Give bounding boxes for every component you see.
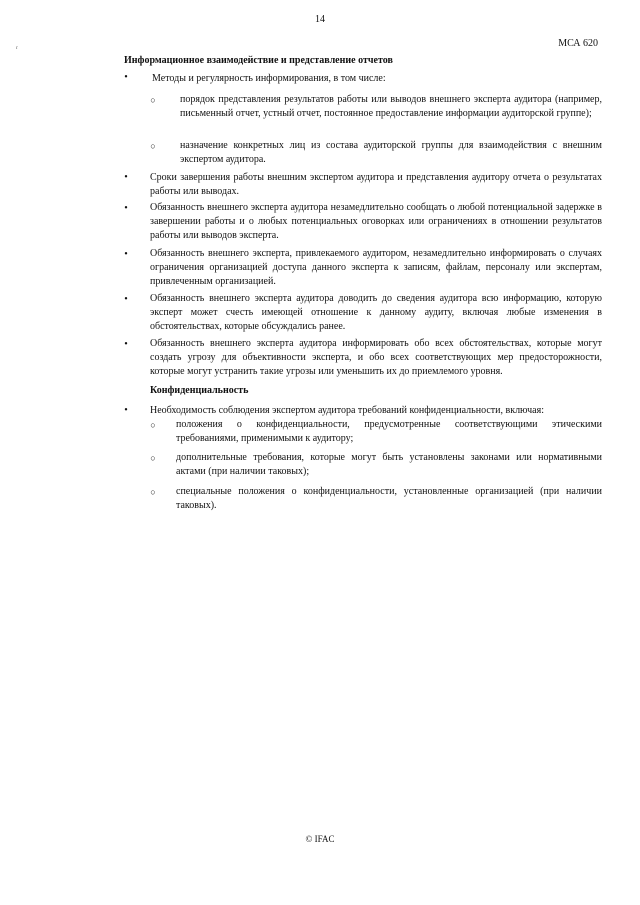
- section-heading-confidentiality: Конфиденциальность: [150, 385, 249, 396]
- bullet-icon: •: [124, 203, 128, 214]
- item-conf-sub1: положения о конфиденциальности, предусмотренные соответствующими этическими требованиями, применимыми к аудитору;: [176, 419, 602, 444]
- item-deadlines: Сроки завершения работы внешним экспертом аудитора и представления аудитору отчета о результатах работы или выводах.: [150, 172, 602, 197]
- item-duty-delay: Обязанность внешнего эксперта аудитора незамедлительно сообщать о любой потенциальной задержке в завершении работы и о любых потенциальных оговорках или ограничениях в отношении результатов работы или выводов эксперта.: [150, 202, 602, 241]
- sub-bullet-icon: ○: [150, 141, 156, 151]
- bullet-icon: •: [124, 339, 128, 350]
- page-number: 14: [315, 14, 325, 25]
- item-conf-sub3: специальные положения о конфиденциальности, установленные организацией (при наличии таковых).: [176, 486, 602, 511]
- bullet-icon: •: [124, 294, 128, 305]
- document-code: МСА 620: [558, 38, 598, 49]
- item-methods-sub2: назначение конкретных лиц из состава аудиторской группы для взаимодействия с внешним экспертом аудитора.: [180, 140, 602, 165]
- item-methods-sub1: порядок представления результатов работы или выводов внешнего эксперта аудитора (например, письменный отчет, устный отчет, постоянное предоставление информации аудиторской группе);: [180, 94, 602, 119]
- section-heading-communication: Информационное взаимодействие и представление отчетов: [124, 55, 393, 66]
- copyright-footer: © IFAC: [305, 834, 335, 844]
- item-duty-threats: Обязанность внешнего эксперта аудитора информировать обо всех обстоятельствах, которые могут создать угрозу для объективности эксперта, и обо всех соответствующих мер предосторожности, которые могут устранить такие угрозы или уменьшить их до приемлемого уровня.: [150, 338, 602, 377]
- item-methods: Методы и регулярность информирования, в том числе:: [152, 73, 386, 84]
- item-conf-need: Необходимость соблюдения экспертом аудитора требований конфиденциальности, включая:: [150, 405, 544, 416]
- sub-bullet-icon: ○: [150, 95, 156, 105]
- bullet-icon: •: [124, 405, 128, 416]
- sub-bullet-icon: ○: [150, 453, 156, 463]
- sub-bullet-icon: ○: [150, 487, 156, 497]
- item-duty-all-info: Обязанность внешнего эксперта аудитора доводить до сведения аудитора всю информацию, которую эксперт может счесть имеющей отношение к данному аудиту, включая любые изменения в обстоятельствах, которые обсуждались ранее.: [150, 293, 602, 332]
- sub-bullet-icon: ○: [150, 420, 156, 430]
- bullet-icon: •: [124, 249, 128, 260]
- bullet-icon: •: [124, 172, 128, 183]
- bullet-icon: •: [124, 72, 128, 83]
- item-conf-sub2: дополнительные требования, которые могут быть установлены законами или нормативными актами (при наличии таковых);: [176, 452, 602, 477]
- margin-mark: ᵣ: [16, 40, 19, 50]
- item-duty-access: Обязанность внешнего эксперта, привлекаемого аудитором, незамедлительно информировать о случаях ограничения организацией доступа данного эксперта к записям, файлам, персоналу или экспертам, привлеченным организацией.: [150, 248, 602, 287]
